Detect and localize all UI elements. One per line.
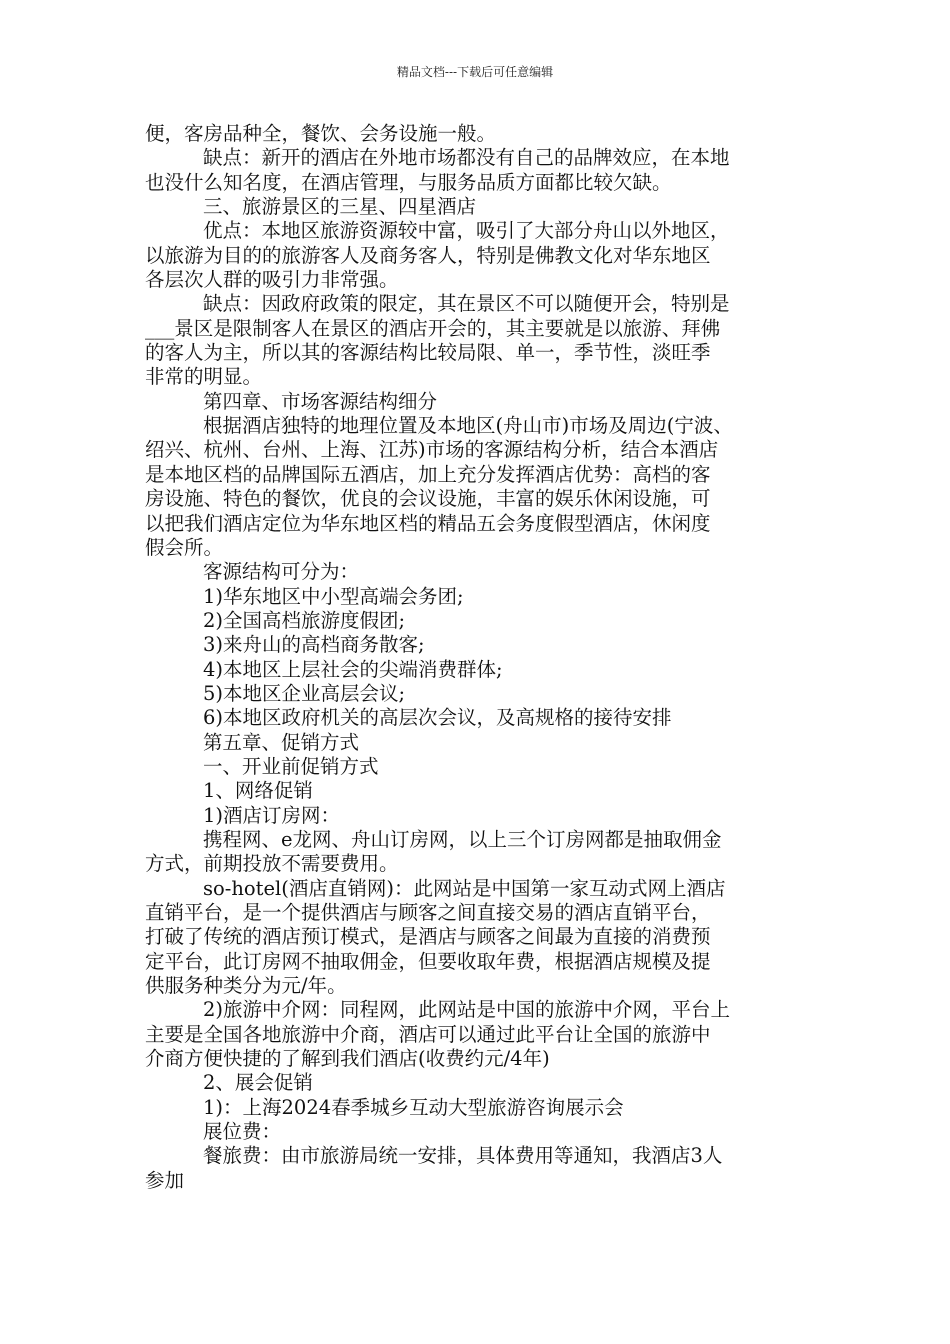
text-line: 绍兴、杭州、台州、上海、江苏)市场的客源结构分析，结合本酒店 [145,438,719,462]
text-line: 各层次人群的吸引力非常强。 [145,268,399,292]
text-line: 根据酒店独特的地理位置及本地区(舟山市)市场及周边(宁波、 [203,414,733,438]
text-line: 1)：上海2024春季城乡互动大型旅游咨询展示会 [203,1095,624,1119]
page-header: 精品文档---下载后可任意编辑 [396,65,554,79]
text-line: 1)华东地区中小型高端会务团; [203,584,464,608]
text-line: 缺点：因政府政策的限定，其在景区不可以随便开会，特别是 [203,292,730,316]
text-line: 1、网络促销 [203,779,313,803]
text-line: 主要是全国各地旅游中介商，酒店可以通过此平台让全国的旅游中 [145,1022,711,1046]
text-line: 非常的明显。 [145,365,263,389]
text-line: ___景区是限制客人在景区的酒店开会的，其主要就是以旅游、拜佛 [145,316,721,340]
document-body [145,122,810,1193]
text-line: 一、开业前促销方式 [203,754,379,778]
text-line: 方式，前期投放不需要费用。 [145,852,399,876]
text-line: 假会所。 [145,535,224,559]
text-line: 第五章、促销方式 [203,730,360,754]
text-line: 第四章、市场客源结构细分 [203,389,438,413]
text-line: 餐旅费：由市旅游局统一安排，具体费用等通知，我酒店3人 [203,1144,723,1168]
text-line: 的客人为主，所以其的客源结构比较局限、单一，季节性，淡旺季 [145,341,711,365]
text-line: 直销平台，是一个提供酒店与顾客之间直接交易的酒店直销平台， [145,901,711,924]
text-line: 三、旅游景区的三星、四星酒店 [203,195,477,219]
text-line: 介商方便快捷的了解到我们酒店(收费约元/4年) [145,1047,550,1071]
text-line: 便，客房品种全，餐饮、会务设施一般。 [145,122,497,145]
text-line: 5)本地区企业高层会议; [203,681,406,705]
text-line: 携程网、e龙网、舟山订房网，以上三个订房网都是抽取佣金 [203,827,722,851]
text-line: 以旅游为目的的旅游客人及商务客人，特别是佛教文化对华东地区 [145,243,711,267]
text-line: 3)来舟山的高档商务散客; [203,633,425,657]
text-line: 也没什么知名度，在酒店管理，与服务品质方面都比较欠缺。 [145,170,672,194]
text-line: 是本地区档的品牌国际五酒店，加上充分发挥酒店优势：高档的客 [145,462,711,486]
text-line: 打破了传统的酒店预订模式，是酒店与顾客之间最为直接的消费预 [145,925,711,949]
text-line: 展位费： [203,1120,282,1144]
text-line: 优点：本地区旅游资源较中富，吸引了大部分舟山以外地区， [203,219,730,243]
text-line: 2)旅游中介网：同程网，此网站是中国的旅游中介网，平台上 [203,998,731,1022]
text-line: 2、展会促销 [203,1071,313,1095]
text-line: 6)本地区政府机关的高层次会议，及高规格的接待安排 [203,706,672,730]
text-line: 4)本地区上层社会的尖端消费群体; [203,657,503,681]
text-line: 客源结构可分为： [203,560,360,584]
text-line: 供服务种类分为元/年。 [145,974,347,998]
text-line: 定平台，此订房网不抽取佣金，但要收取年费，根据酒店规模及提 [145,949,711,973]
text-line: 缺点：新开的酒店在外地市场都没有自己的品牌效应，在本地 [203,146,730,170]
text-line: 1)酒店订房网： [203,803,341,827]
text-line: 参加 [145,1168,185,1192]
text-line: 房设施、特色的餐饮，优良的会议设施，丰富的娱乐休闲设施，可 [145,487,711,511]
text-line: 以把我们酒店定位为华东地区档的精品五会务度假型酒店，休闲度 [145,511,711,535]
text-line: 2)全国高档旅游度假团; [203,608,406,632]
text-line: so-hotel(酒店直销网)：此网站是中国第一家互动式网上酒店 [203,876,726,900]
